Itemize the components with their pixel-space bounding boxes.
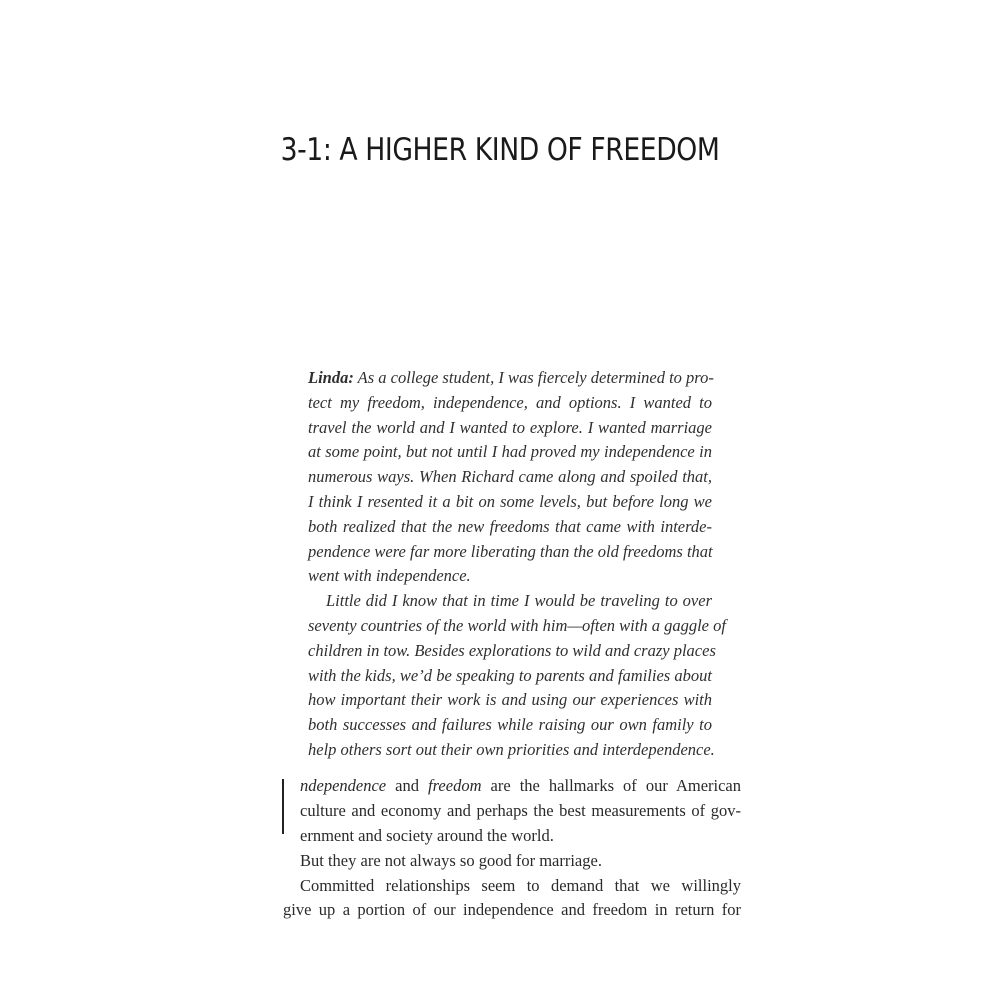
quote-line: how important their work is and using our experiences with (308, 690, 712, 710)
body-line: give up a portion of our independence and freedom in return for (283, 900, 741, 920)
body-line: culture and economy and perhaps the best measurements of gov- (300, 800, 741, 820)
body-text (283, 774, 741, 923)
quote-line: numerous ways. When Richard came along and spoiled that, (308, 467, 712, 487)
quote-line-text: As a college student, I was fiercely determined to pro- (353, 368, 714, 387)
quote-line: Little did I know that in time I would be traveling to over (326, 591, 712, 611)
quote-line: travel the world and I wanted to explore. I wanted marriage (308, 417, 712, 437)
quote-line (308, 366, 712, 391)
quote-line: pendence were far more liberating than the old freedoms that (308, 541, 713, 561)
chapter-title: 3-1: A HIGHER KIND OF FREEDOM (280, 132, 720, 168)
quote-line: with the kids, we’d be speaking to parents and families about (308, 665, 712, 685)
quote-line: both realized that the new freedoms that came with interde- (308, 516, 712, 536)
body-line-text: are the hallmarks of our American (481, 776, 741, 795)
quote-line: tect my freedom, independence, and options. I wanted to (308, 392, 712, 412)
quote-line: I think I resented it a bit on some levels, but before long we (308, 491, 712, 511)
quote-line: went with independence. (308, 566, 471, 586)
body-line: Committed relationships seem to demand that we willingly (300, 875, 741, 895)
body-italic-word: ndependence (300, 776, 387, 795)
quote-line: seventy countries of the world with him—often with a gaggle of (308, 615, 726, 635)
quote-line: at some point, but not until I had proved my independence in (308, 442, 712, 462)
quote-line: children in tow. Besides explorations to wild and crazy places (308, 640, 716, 660)
body-line (283, 774, 741, 799)
quote-speaker: Linda: (308, 368, 354, 387)
body-line-text: and (386, 776, 429, 795)
body-italic-word: freedom (428, 776, 482, 795)
body-line: But they are not always so good for marriage. (300, 850, 602, 870)
quote-line: help others sort out their own priorities and interdependence. (308, 739, 715, 759)
quote-line: both successes and failures while raising our own family to (308, 715, 712, 735)
epigraph-quote (308, 366, 726, 763)
body-line: ernment and society around the world. (300, 825, 554, 845)
